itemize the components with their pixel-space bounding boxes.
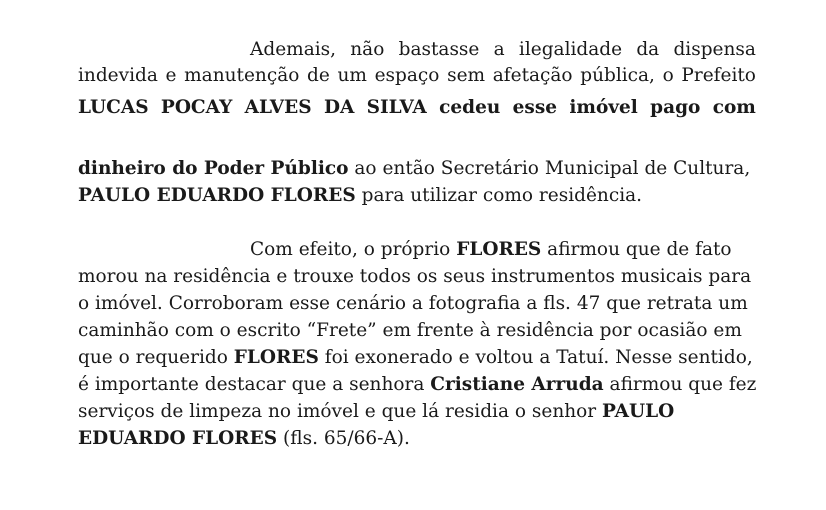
word: dispensa xyxy=(673,39,756,60)
p2-line-8 xyxy=(78,427,756,451)
text-run: morou na residência e trouxe todos os seus instrumentos musicais para xyxy=(78,266,752,287)
p2-line-7 xyxy=(78,400,756,424)
bold-word: cedeu xyxy=(439,97,501,118)
word: não xyxy=(350,39,385,60)
bold-word: DA xyxy=(323,97,355,118)
text-run: foi exonerado e voltou a Tatuí. Nesse sentido, xyxy=(324,347,753,368)
text-run: o imóvel. Corroboram esse cenário a fotografia a fls. 47 que retrata um xyxy=(78,293,748,314)
p1-line-5 xyxy=(78,184,756,208)
word: ilegalidade xyxy=(518,39,623,60)
word: pública, xyxy=(580,65,655,86)
bold-name: PAULO EDUARDO FLORES xyxy=(78,185,356,206)
word: a xyxy=(493,39,505,60)
word: afetação xyxy=(492,65,573,86)
bold-word: ALVES xyxy=(244,97,312,118)
word: um xyxy=(337,65,367,86)
p1-line-3 xyxy=(78,96,756,120)
text-run: que o requerido xyxy=(78,347,228,368)
bold-word: pago xyxy=(650,97,701,118)
p2-line-6 xyxy=(78,373,756,397)
text-run: para utilizar como residência. xyxy=(361,185,643,206)
bold-name: EDUARDO FLORES xyxy=(78,428,278,449)
p1-line-2 xyxy=(78,64,756,88)
word: manutenção xyxy=(184,65,300,86)
word: espaço xyxy=(374,65,440,86)
text-run: ao então Secretário Municipal de Cultura, xyxy=(354,158,751,179)
text-run: afirmou que fez xyxy=(609,374,757,395)
text-run: afirmou que de fato xyxy=(547,239,732,260)
word: o xyxy=(662,65,674,86)
bold-name: FLORES xyxy=(233,347,319,368)
bold-word: com xyxy=(712,97,756,118)
word: e xyxy=(165,65,177,86)
word: sem xyxy=(447,65,486,86)
p2-line-3 xyxy=(78,292,756,316)
bold-phrase: dinheiro do Poder Público xyxy=(78,158,349,179)
text-run: é importante destacar que a senhora xyxy=(78,374,425,395)
text-run: (fls. 65/66-A). xyxy=(283,428,410,449)
word: indevida xyxy=(78,65,158,86)
bold-name: Cristiane Arruda xyxy=(430,374,604,395)
word: Ademais, xyxy=(250,39,337,60)
word: bastasse xyxy=(398,39,480,60)
p1-line-4 xyxy=(78,157,756,181)
bold-name: FLORES xyxy=(456,239,542,260)
bold-word: POCAY xyxy=(160,97,233,118)
text-run: serviços de limpeza no imóvel e que lá residia o senhor xyxy=(78,401,597,422)
p2-line-5 xyxy=(78,346,756,370)
text-run: caminhão com o escrito “Frete” em frente à residência por ocasião em xyxy=(78,320,742,341)
word: da xyxy=(636,39,660,60)
bold-word: imóvel xyxy=(569,97,638,118)
word: de xyxy=(307,65,330,86)
bold-word: esse xyxy=(512,97,558,118)
bold-name: PAULO xyxy=(602,401,675,422)
p1-line-1 xyxy=(250,38,756,62)
text-run: Com efeito, o próprio xyxy=(250,239,451,260)
p2-line-4 xyxy=(78,319,756,343)
bold-word: SILVA xyxy=(366,97,427,118)
word: Prefeito xyxy=(681,65,756,86)
p2-line-1 xyxy=(250,238,756,262)
bold-word: LUCAS xyxy=(78,97,149,118)
p2-line-2 xyxy=(78,265,756,289)
